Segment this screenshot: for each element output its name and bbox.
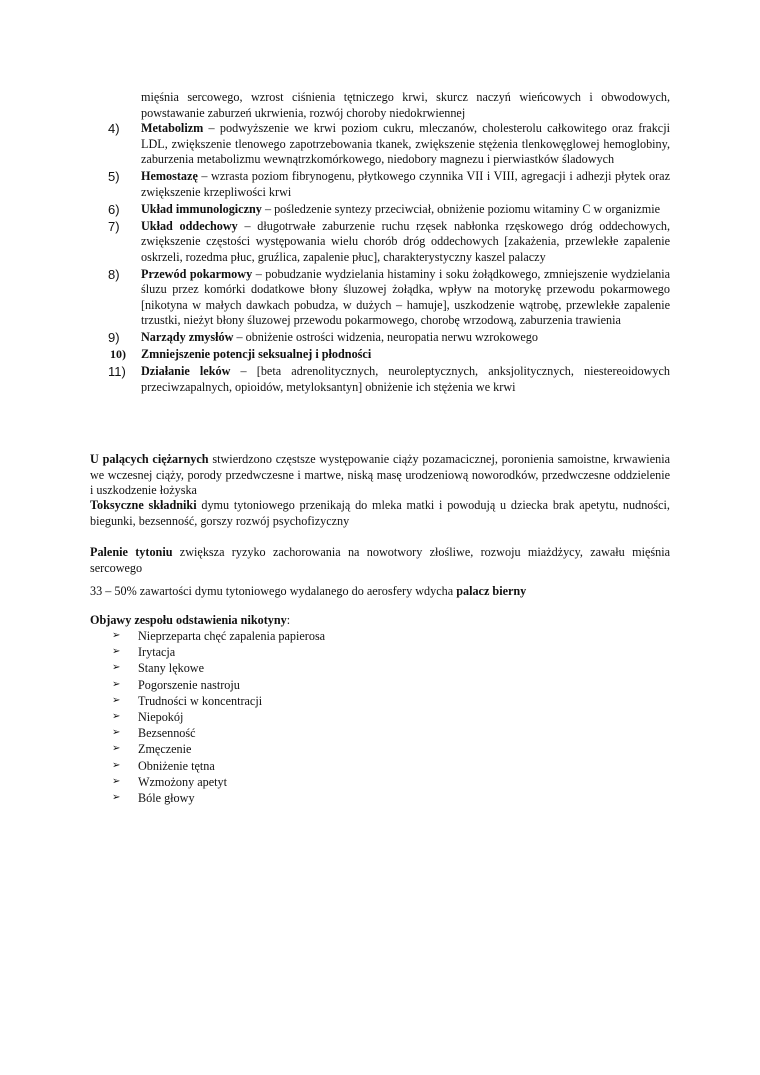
- item-text: – podwyższenie we krwi poziom cukru, mleczanów, cholesterolu całkowitego oraz frakcji LDL, zwiększenie tlenowego zapotrzebowania tkanek, zwiększenie stężenia tlenkowęglowej hemoglobiny, zaburzenia metabolizmu wewnątrzkomórkowego, niedobory magnezu i pierwiastków śladowych: [141, 121, 670, 166]
- toxic-paragraph: [90, 498, 670, 529]
- symptom-text: Wzmożony apetyt: [138, 774, 228, 789]
- symptoms-list: [112, 628, 325, 806]
- item-text: – wzrasta poziom fibrynogenu, płytkowego czynnika VII i VIII, agregacji i adhezji płytek oraz zwiększenie krzepliwości krwi: [141, 169, 670, 199]
- pregnant-paragraph: [90, 452, 670, 499]
- heading-colon: :: [286, 613, 291, 627]
- symptom-text: Obniżenie tętna: [138, 758, 215, 773]
- list-marker: 4): [108, 121, 120, 136]
- item-text: – długotrwałe zaburzenie ruchu rzęsek nabłonka rzęskowego dróg oddechowych, zwiększenie częstości występowania wielu chorób dróg oddechowych [zakażenia, przewlekłe zapalenie oskrzeli, rozedma płuc, gruźlica, zapalenie płuc], charakterystyczny kaszel palaczy: [141, 218, 670, 264]
- list-item: [112, 790, 325, 806]
- item-text: – obniżenie ostrości widzenia, neuropatia nerwu wzrokowego: [233, 330, 538, 344]
- arrowhead-bullet-icon: ➢: [112, 630, 121, 641]
- item-title: Przewód pokarmowy: [141, 266, 253, 281]
- list-item: [112, 774, 325, 790]
- item-text: – pośledzenie syntezy przeciwciał, obniżenie poziomu witaminy C w organizmie: [261, 201, 661, 216]
- symptom-text: Trudności w koncentracji: [138, 693, 263, 708]
- list-item: [108, 121, 670, 168]
- item-title: Narządy zmysłów: [141, 330, 234, 344]
- list-item: [112, 628, 325, 644]
- arrowhead-bullet-icon: ➢: [112, 646, 121, 658]
- list-marker: 10): [110, 347, 126, 361]
- continuation-paragraph: mięśnia sercowego, wzrost ciśnienia tętniczego krwi, skurcz naczyń wieńcowych i obwodowych, powstawanie zaburzeń ukrwienia, rozwój choroby niedokrwiennej: [141, 90, 670, 120]
- list-item: [112, 644, 325, 660]
- list-item: [112, 758, 325, 774]
- paragraph-lead: Toksyczne składniki: [90, 498, 197, 512]
- arrowhead-bullet-icon: ➢: [112, 743, 121, 755]
- arrowhead-bullet-icon: ➢: [112, 775, 121, 787]
- list-item: [108, 364, 670, 395]
- list-item: [112, 725, 325, 741]
- list-item: [108, 219, 670, 266]
- symptom-text: Pogorszenie nastroju: [138, 677, 240, 692]
- item-title: Działanie leków: [141, 364, 231, 378]
- item-title: Zmniejszenie potencji seksualnej i płodności: [141, 347, 372, 361]
- item-title: Układ immunologiczny: [141, 201, 262, 216]
- list-marker: 11): [108, 364, 126, 379]
- arrowhead-bullet-icon: ➢: [112, 710, 121, 722]
- symptom-text: Zmęczenie: [138, 742, 192, 757]
- list-item: [112, 709, 325, 725]
- paragraph-lead: U palących ciężarnych: [90, 452, 209, 466]
- item-title: Hemostazę: [141, 169, 198, 183]
- list-marker: 5): [108, 169, 120, 184]
- paragraph-text: 33 – 50% zawartości dymu tytoniowego wydalanego do aerosfery wdycha: [90, 584, 457, 598]
- passive-paragraph: [90, 584, 670, 600]
- list-marker: 6): [108, 201, 120, 217]
- item-text: – pobudzanie wydzielania histaminy i soku żołądkowego, zmniejszenie wydzielania śluzu przez komórki dodatkowe błony śluzowej żołądka, wpływ na motorykę przewodu pokarmowego [nikotyna w małych dawkach pobudza, w dużych – hamuje], uszkodzenie wątrobę, przewlekłe zapalenie trzustki, nieżyt błony śluzowej przewodu pokarmowego, chorobę wrzodową, zaburzenia trawienia: [141, 266, 671, 327]
- list-item: [112, 741, 325, 757]
- risk-paragraph: [90, 545, 670, 576]
- heading-text: Objawy zespołu odstawienia nikotyny: [90, 613, 287, 627]
- arrowhead-bullet-icon: ➢: [112, 694, 121, 706]
- paragraph-text: dymu tytoniowego przenikają do mleka matki i powodują u dziecka brak apetytu, nudności, biegunki, bezsenność, gorszy rozwój psychofizyczny: [90, 498, 670, 528]
- symptom-text: Stany lękowe: [138, 661, 205, 676]
- symptom-text: Nieprzeparta chęć zapalenia papierosa: [138, 629, 326, 643]
- list-item: [112, 677, 325, 693]
- paragraph-emphasis: palacz bierny: [456, 584, 527, 598]
- arrowhead-bullet-icon: ➢: [112, 662, 121, 674]
- list-item: [108, 169, 670, 200]
- list-item: [112, 660, 325, 676]
- list-item: [108, 347, 670, 363]
- symptom-text: Niepokój: [138, 709, 184, 724]
- symptoms-heading: [90, 613, 670, 629]
- list-marker: 7): [108, 218, 120, 234]
- arrowhead-bullet-icon: ➢: [112, 791, 121, 803]
- list-item: [112, 693, 325, 709]
- effects-numbered-list: [108, 121, 670, 397]
- symptom-text: Bezsenność: [138, 726, 196, 741]
- item-title: Układ oddechowy: [141, 218, 238, 233]
- list-item: [108, 330, 670, 346]
- symptom-text: Bóle głowy: [138, 790, 195, 805]
- arrowhead-bullet-icon: ➢: [112, 727, 121, 739]
- paragraph-text: stwierdzono częstsze występowanie ciąży pozamacicznej, poronienia samoistne, krwawienia we wczesnej ciąży, porody przedwczesne i martwe, niską masę urodzeniową noworodków, przedwczesne oddzielenie i uszkodzenie łożyska: [90, 452, 670, 497]
- list-marker: 8): [108, 266, 120, 282]
- paragraph-text: zwiększa ryzyko zachorowania na nowotwory złośliwe, rozwoju miażdżycy, zawału mięśnia sercowego: [90, 545, 670, 575]
- list-item: [108, 267, 670, 329]
- item-text: – [beta adrenolitycznych, neuroleptycznych, anksjolitycznych, niestereoidowych przeciwzapalnych, opioidów, metyloksantyn] obniżenie ich stężenia we krwi: [141, 364, 670, 394]
- paragraph-lead: Palenie tytoniu: [90, 545, 173, 559]
- symptom-text: Irytacja: [138, 645, 176, 660]
- list-item: [108, 202, 670, 218]
- list-marker: 9): [108, 330, 120, 345]
- item-title: Metabolizm: [141, 121, 204, 135]
- arrowhead-bullet-icon: ➢: [112, 759, 121, 771]
- arrowhead-bullet-icon: ➢: [112, 678, 121, 690]
